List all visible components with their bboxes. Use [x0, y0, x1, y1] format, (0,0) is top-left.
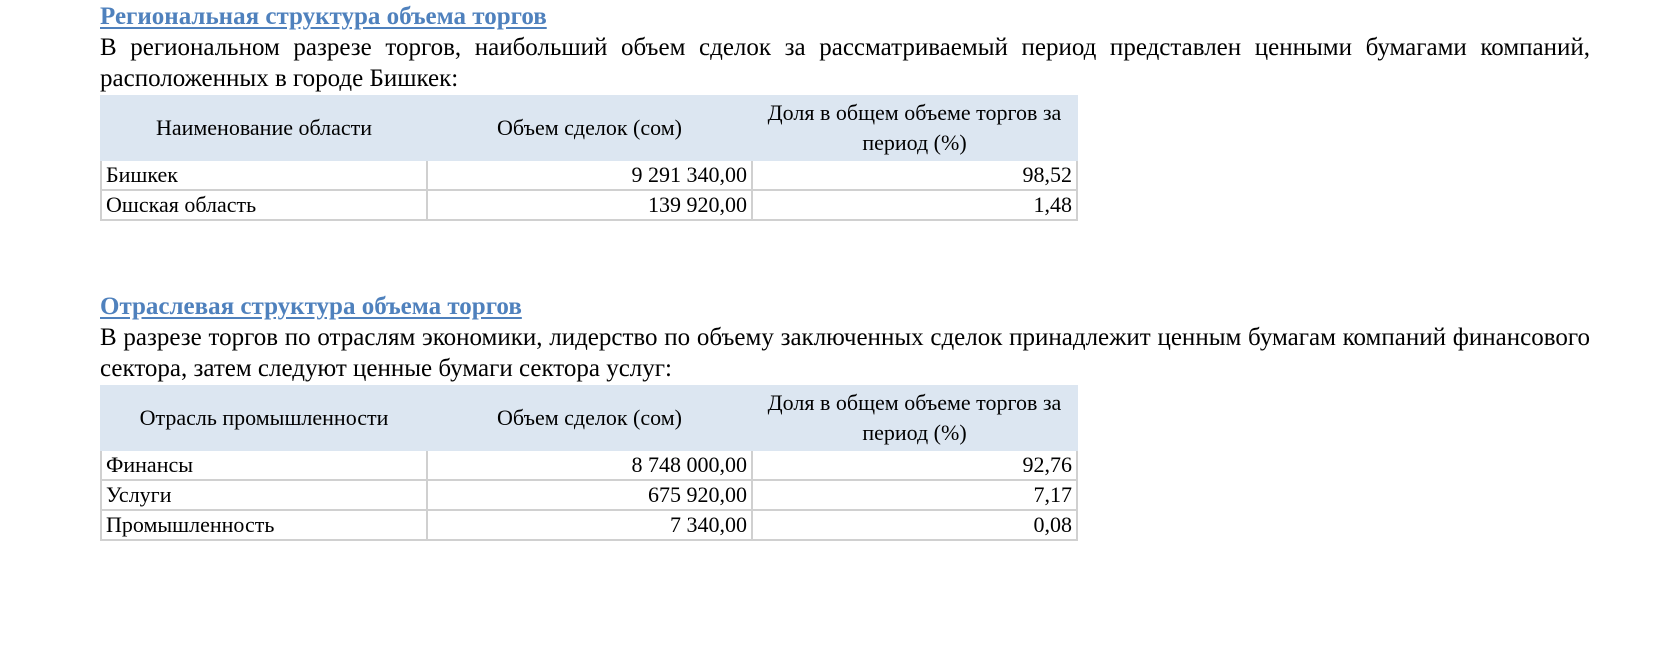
regional-paragraph: В региональном разрезе торгов, наибольший объем сделок за рассматриваемый период представлен ценными бумагами компаний, расположенных в городе Бишкек:: [100, 34, 1590, 92]
column-header-volume: Объем сделок (сом): [427, 386, 752, 450]
row-share: 0,08: [752, 510, 1077, 540]
column-header-region: Наименование области: [101, 96, 427, 160]
table-row: [101, 480, 1077, 510]
sector-table: [100, 385, 1078, 541]
sector-section: [100, 292, 1590, 541]
row-volume: 9 291 340,00: [427, 160, 752, 190]
row-volume: 139 920,00: [427, 190, 752, 220]
row-volume: 675 920,00: [427, 480, 752, 510]
regional-table: [100, 95, 1078, 221]
table-header-row: [101, 96, 1077, 160]
row-volume: 7 340,00: [427, 510, 752, 540]
row-name: Услуги: [101, 480, 427, 510]
regional-heading[interactable]: Региональная структура объема торгов: [100, 3, 547, 30]
row-name: Бишкек: [101, 160, 427, 190]
table-row: [101, 190, 1077, 220]
table-header-row: [101, 386, 1077, 450]
column-header-volume: Объем сделок (сом): [427, 96, 752, 160]
row-share: 98,52: [752, 160, 1077, 190]
column-header-share: Доля в общем объеме торгов за период (%): [752, 96, 1077, 160]
table-row: [101, 160, 1077, 190]
row-share: 1,48: [752, 190, 1077, 220]
row-volume: 8 748 000,00: [427, 450, 752, 480]
row-name: Промышленность: [101, 510, 427, 540]
sector-paragraph: В разрезе торгов по отраслям экономики, лидерство по объему заключенных сделок принадлежит ценным бумагам компаний финансового сектора, затем следуют ценные бумаги сектора услуг:: [100, 324, 1590, 382]
row-name: Ошская область: [101, 190, 427, 220]
table-row: [101, 510, 1077, 540]
column-header-industry: Отрасль промышленности: [101, 386, 427, 450]
regional-section: [100, 2, 1590, 221]
row-share: 92,76: [752, 450, 1077, 480]
row-share: 7,17: [752, 480, 1077, 510]
column-header-share: Доля в общем объеме торгов за период (%): [752, 386, 1077, 450]
table-row: [101, 450, 1077, 480]
sector-heading[interactable]: Отраслевая структура объема торгов: [100, 293, 522, 320]
row-name: Финансы: [101, 450, 427, 480]
